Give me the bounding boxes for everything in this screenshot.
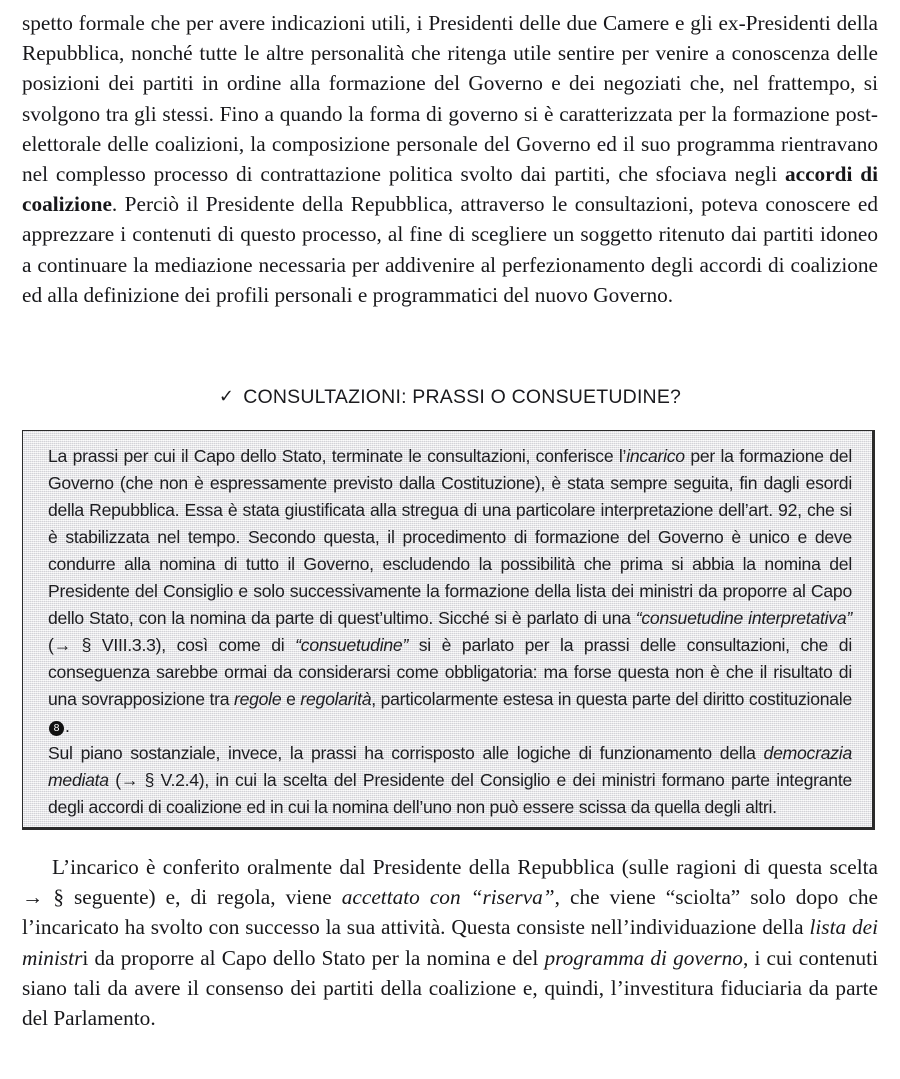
callout-paragraph-1: La prassi per cui il Capo dello Stato, terminate le consultazioni, conferisce l’incarico per la formazione del Governo (che non è espressamente previsto dalla Costituzione), è stata sempre seguita, fin dagli esordi della Repubblica. Essa è stata giustificata alla stregua di una particolare interpretazione dell’art. 92, che si è stabilizzata nel tempo. Secondo questa, il procedimento di formazione del Governo è unico e deve condurre alla nomina di tutto il Governo, escludendo la possibilità che prima si abbia la nomina del Presidente del Consiglio e solo successivamente la formazione della lista dei ministri da proporre al Capo dello Stato, con la nomina da parte di quest’ultimo. Sicché si è parlato di una “consuetudine interpretativa” (→ § VIII.3.3), così come di “consuetudine” si è parlato per la prassi delle consultazioni, che di conseguenza sarebbe ormai da considerarsi come obbligatoria: ma forse questa non è che il risultato di una sovrapposizione tra regole e regolarità, particolarmente estesa in questa parte del diritto costituzionale 8 . [48, 446, 853, 736]
callout-box [22, 430, 875, 830]
callout-box-content [23, 431, 872, 830]
section-heading [0, 386, 900, 409]
paragraph-top: spetto formale che per avere indicazioni utili, i Presidenti delle due Camere e gli ex-Presidenti della Repubblica, nonché tutte le altre personalità che ritenga utile sentire per venire a conoscenza delle posizioni dei partiti in ordine alla formazione del Governo e dei negoziati che, nel frattempo, si svolgono tra gli stessi. Fino a quando la forma di governo si è caratterizzata per la formazione post-elettorale delle coalizioni, la composizione personale del Governo ed il suo programma rientravano nel complesso processo di contrattazione politica svolto dai partiti, che sfociava negli accordi di coalizione. Perciò il Presidente della Repubblica, attraverso le consultazioni, poteva conoscere ed apprezzare i contenuti di questo processo, al fine di scegliere un soggetto ritenuto dai partiti idoneo a continuare la mediazione necessaria per addivenire al perfezionamento degli accordi di coalizione ed alla definizione dei profili personali e programmatici del nuovo Governo. [22, 11, 878, 307]
footnote-marker: 8 [49, 721, 64, 736]
paragraph-end: L’incarico è conferito oralmente dal Presidente della Repubblica (sulle ragioni di questa scelta → § seguente) e, di regola, viene accettato con “riserva”, che viene “sciolta” solo dopo che l’incaricato ha svolto con successo la sua attività. Questa consiste nell’individuazione della lista dei ministri da proporre al Capo dello Stato per la nomina e del programma di governo, i cui contenuti siano tali da avere il consenso dei partiti della coalizione e, quindi, l’investitura fiduciaria da parte del Parlamento. [22, 855, 878, 1031]
section-heading-label: CONSULTAZIONI: PRASSI O CONSUETUDINE? [243, 386, 682, 408]
callout-paragraph-2: Sul piano sostanziale, invece, la prassi ha corrisposto alle logiche di funzionamento della democrazia mediata (→ § V.2.4), in cui la scelta del Presidente del Consiglio e dei ministri formano parte integrante degli accordi di coalizione ed in cui la nomina dell’uno non può essere scissa da quella degli altri. [48, 743, 852, 817]
check-mark-icon: ✓ [218, 386, 235, 406]
